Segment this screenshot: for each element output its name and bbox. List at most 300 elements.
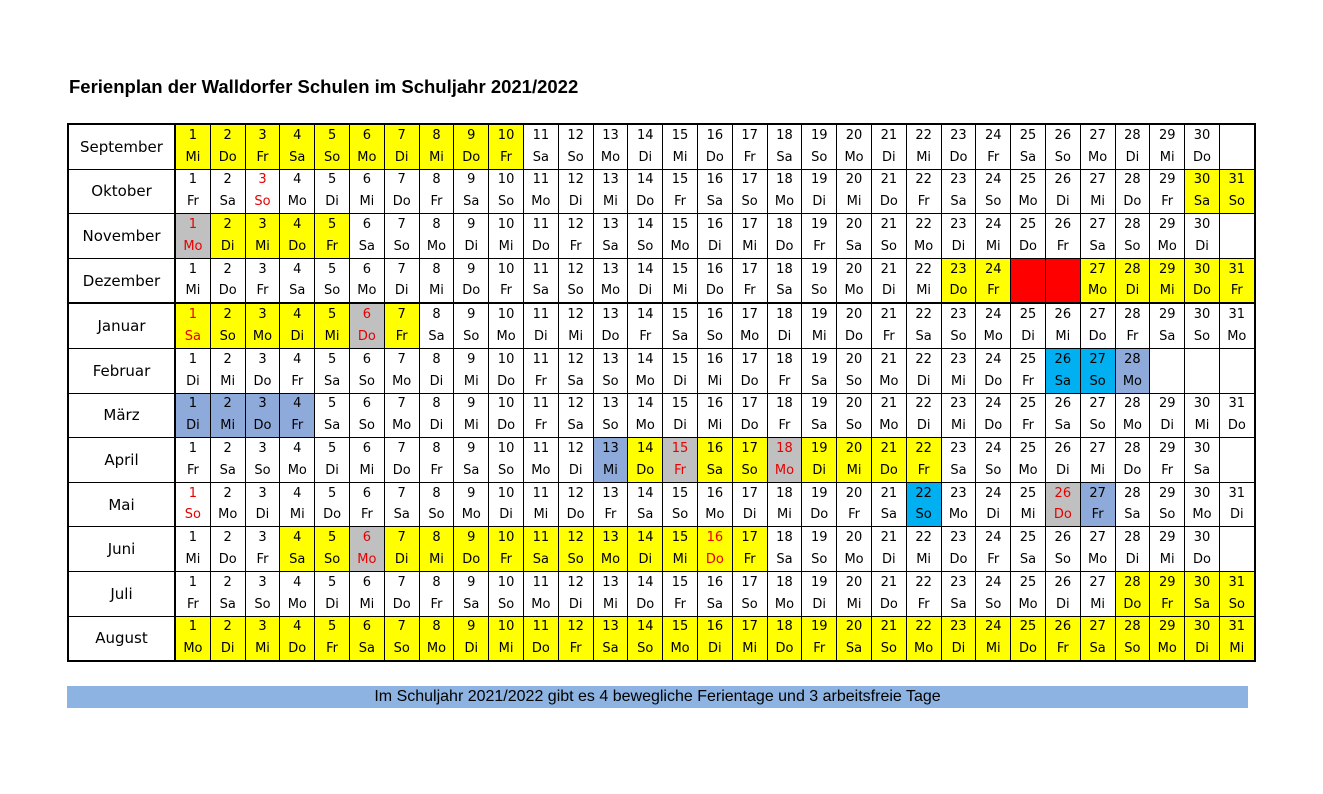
weekday-row-10	[68, 594, 1255, 616]
weekday-cell: Di	[175, 371, 210, 393]
weekday-cell: Di	[1011, 326, 1046, 348]
day-number-cell: 9	[454, 124, 489, 147]
day-number-cell: 9	[454, 169, 489, 191]
weekday-cell: Di	[1045, 460, 1080, 482]
month-label: Januar	[68, 303, 175, 348]
day-number-cell: 10	[489, 393, 524, 415]
weekday-cell: Sa	[941, 460, 976, 482]
day-number-cell: 16	[697, 258, 732, 280]
weekday-cell: Do	[837, 326, 872, 348]
weekday-cell: Do	[489, 371, 524, 393]
weekday-cell: Fr	[280, 371, 315, 393]
weekday-cell: Do	[280, 236, 315, 258]
day-number-cell: 21	[871, 348, 906, 370]
day-number-cell: 10	[489, 214, 524, 236]
weekday-cell: Sa	[210, 460, 245, 482]
day-number-cell: 31	[1219, 616, 1254, 638]
weekday-cell: Mo	[837, 549, 872, 571]
weekday-cell: Sa	[663, 326, 698, 348]
weekday-cell: So	[175, 505, 210, 527]
day-number-cell: 24	[976, 482, 1011, 504]
weekday-cell: Mi	[419, 147, 454, 169]
day-number-cell: 18	[767, 169, 802, 191]
day-number-cell: 16	[697, 438, 732, 460]
day-number-cell: 15	[663, 169, 698, 191]
day-number-cell: 29	[1150, 124, 1185, 147]
day-number-cell: 16	[697, 124, 732, 147]
day-number-cell: 26	[1045, 616, 1080, 638]
weekday-cell: Mo	[349, 147, 384, 169]
day-number-cell: 30	[1185, 393, 1220, 415]
day-number-cell: 15	[663, 214, 698, 236]
weekday-cell: Mi	[976, 638, 1011, 661]
weekday-cell: Sa	[454, 460, 489, 482]
day-number-cell: 4	[280, 169, 315, 191]
day-number-cell: 21	[871, 124, 906, 147]
weekday-cell: Sa	[419, 326, 454, 348]
day-number-cell: 11	[523, 258, 558, 280]
day-number-cell: 28	[1115, 482, 1150, 504]
weekday-cell: Sa	[523, 281, 558, 304]
weekday-cell: Sa	[802, 415, 837, 437]
weekday-cell: Sa	[454, 594, 489, 616]
weekday-cell: Mi	[1080, 460, 1115, 482]
weekday-cell: Di	[315, 594, 350, 616]
weekday-cell: Di	[1150, 415, 1185, 437]
day-number-cell: 21	[871, 482, 906, 504]
day-number-cell: 14	[628, 438, 663, 460]
day-number-cell: 25	[1011, 616, 1046, 638]
calendar-body	[68, 124, 1255, 661]
weekday-cell: Sa	[1080, 638, 1115, 661]
weekday-cell: So	[419, 505, 454, 527]
day-number-cell: 24	[976, 258, 1011, 280]
day-number-cell: 31	[1219, 258, 1254, 280]
weekday-cell: Mo	[1011, 460, 1046, 482]
day-number-cell: 12	[558, 214, 593, 236]
day-number-cell: 28	[1115, 527, 1150, 549]
weekday-cell	[1011, 281, 1046, 304]
weekday-cell: Mi	[175, 281, 210, 304]
weekday-cell: Mo	[767, 594, 802, 616]
weekday-cell: Mi	[175, 549, 210, 571]
day-number-cell: 11	[523, 482, 558, 504]
day-number-cell: 5	[315, 124, 350, 147]
weekday-cell: Do	[1115, 594, 1150, 616]
day-number-cell: 22	[906, 169, 941, 191]
day-number-cell: 5	[315, 214, 350, 236]
day-number-cell: 31	[1219, 571, 1254, 593]
weekday-cell: Sa	[384, 505, 419, 527]
weekday-cell: Di	[280, 326, 315, 348]
weekday-cell: Fr	[1080, 505, 1115, 527]
weekday-cell: Fr	[1150, 191, 1185, 213]
day-number-cell: 21	[871, 527, 906, 549]
day-number-cell: 14	[628, 616, 663, 638]
day-number-cell: 4	[280, 258, 315, 280]
day-number-cell: 9	[454, 303, 489, 326]
weekday-cell: Mo	[1080, 147, 1115, 169]
weekday-cell: Do	[1045, 505, 1080, 527]
weekday-cell: Mo	[175, 236, 210, 258]
day-number-cell: 28	[1115, 258, 1150, 280]
day-number-cell: 20	[837, 393, 872, 415]
day-number-cell: 7	[384, 124, 419, 147]
day-number-cell: 22	[906, 616, 941, 638]
weekday-cell: Di	[802, 460, 837, 482]
day-number-cell: 2	[210, 527, 245, 549]
day-number-cell: 19	[802, 214, 837, 236]
weekday-cell: So	[593, 371, 628, 393]
weekday-cell: So	[837, 415, 872, 437]
day-number-cell: 15	[663, 124, 698, 147]
day-number-cell: 16	[697, 169, 732, 191]
day-number-cell: 19	[802, 571, 837, 593]
weekday-cell: Mi	[732, 236, 767, 258]
day-number-cell: 30	[1185, 258, 1220, 280]
empty-cell	[1219, 348, 1254, 370]
weekday-cell: Do	[941, 281, 976, 304]
weekday-cell: So	[663, 505, 698, 527]
weekday-cell: Mo	[280, 191, 315, 213]
weekday-cell: Mi	[976, 236, 1011, 258]
day-number-cell: 17	[732, 527, 767, 549]
day-number-cell: 26	[1045, 527, 1080, 549]
day-number-cell: 14	[628, 214, 663, 236]
weekday-cell: Sa	[210, 594, 245, 616]
weekday-cell: Mo	[837, 147, 872, 169]
day-number-cell: 23	[941, 303, 976, 326]
day-number-cell: 30	[1185, 482, 1220, 504]
day-number-cell: 5	[315, 482, 350, 504]
weekday-cell: Fr	[1150, 460, 1185, 482]
day-number-cell: 28	[1115, 124, 1150, 147]
day-number-cell: 14	[628, 169, 663, 191]
weekday-cell: Sa	[802, 371, 837, 393]
day-number-cell: 6	[349, 124, 384, 147]
weekday-cell: Mi	[419, 281, 454, 304]
weekday-cell: So	[454, 326, 489, 348]
day-number-cell: 14	[628, 393, 663, 415]
day-number-cell: 18	[767, 527, 802, 549]
day-number-cell: 27	[1080, 169, 1115, 191]
day-number-cell: 4	[280, 124, 315, 147]
weekday-cell: Fr	[767, 371, 802, 393]
weekday-cell: Mi	[523, 505, 558, 527]
weekday-cell: Fr	[1219, 281, 1254, 304]
weekday-cell: Mi	[489, 236, 524, 258]
day-number-cell: 29	[1150, 438, 1185, 460]
day-number-cell: 25	[1011, 393, 1046, 415]
weekday-cell: Di	[767, 326, 802, 348]
day-number-cell: 24	[976, 169, 1011, 191]
weekday-cell: Mi	[906, 147, 941, 169]
day-number-cell: 11	[523, 438, 558, 460]
day-number-cell: 17	[732, 393, 767, 415]
day-number-cell: 21	[871, 258, 906, 280]
weekday-row-0	[68, 147, 1255, 169]
day-number-cell: 5	[315, 527, 350, 549]
day-number-cell: 22	[906, 303, 941, 326]
day-number-cell: 19	[802, 348, 837, 370]
weekday-cell: Mo	[1219, 326, 1254, 348]
weekday-cell: Di	[489, 505, 524, 527]
weekday-cell: Fr	[558, 638, 593, 661]
day-number-cell: 4	[280, 527, 315, 549]
day-number-cell: 11	[523, 303, 558, 326]
day-number-cell: 23	[941, 616, 976, 638]
day-number-cell: 15	[663, 393, 698, 415]
day-number-cell: 26	[1045, 482, 1080, 504]
weekday-cell: Fr	[802, 236, 837, 258]
weekday-cell: So	[697, 326, 732, 348]
weekday-row-8	[68, 505, 1255, 527]
weekday-cell: Sa	[315, 371, 350, 393]
weekday-cell: Fr	[489, 549, 524, 571]
weekday-cell: So	[628, 236, 663, 258]
weekday-cell: Di	[315, 191, 350, 213]
day-number-cell: 8	[419, 571, 454, 593]
weekday-cell: Sa	[523, 549, 558, 571]
day-number-cell: 2	[210, 616, 245, 638]
weekday-cell: Do	[384, 460, 419, 482]
weekday-cell: Sa	[523, 147, 558, 169]
weekday-cell: Mo	[210, 505, 245, 527]
weekday-cell: Fr	[837, 505, 872, 527]
day-number-cell: 16	[697, 482, 732, 504]
day-number-cell: 17	[732, 303, 767, 326]
day-number-cell: 6	[349, 571, 384, 593]
weekday-cell: Di	[1115, 281, 1150, 304]
month-label: April	[68, 438, 175, 483]
day-number-cell: 23	[941, 348, 976, 370]
weekday-row-11	[68, 638, 1255, 661]
weekday-cell: So	[837, 371, 872, 393]
weekday-cell: Mi	[419, 549, 454, 571]
day-number-cell: 23	[941, 258, 976, 280]
day-number-cell: 16	[697, 303, 732, 326]
weekday-cell: Mo	[1115, 415, 1150, 437]
day-number-cell: 11	[523, 527, 558, 549]
weekday-cell: Mi	[210, 371, 245, 393]
weekday-cell: Sa	[1011, 147, 1046, 169]
weekday-cell: Do	[697, 147, 732, 169]
day-number-cell: 8	[419, 393, 454, 415]
empty-cell	[1219, 527, 1254, 549]
weekday-cell: Di	[384, 281, 419, 304]
weekday-cell: So	[1045, 549, 1080, 571]
day-number-cell: 15	[663, 616, 698, 638]
day-number-cell: 8	[419, 258, 454, 280]
weekday-cell: Di	[697, 638, 732, 661]
weekday-cell: Sa	[628, 505, 663, 527]
weekday-cell: Mi	[245, 638, 280, 661]
day-number-cell: 1	[175, 482, 210, 504]
day-number-cell: 19	[802, 616, 837, 638]
day-number-cell: 19	[802, 303, 837, 326]
day-number-cell: 9	[454, 348, 489, 370]
weekday-cell: Sa	[1185, 594, 1220, 616]
weekday-cell: Mo	[906, 638, 941, 661]
day-number-cell: 17	[732, 124, 767, 147]
weekday-cell: Fr	[732, 281, 767, 304]
weekday-cell: Di	[558, 594, 593, 616]
month-row-3	[68, 258, 1255, 280]
day-number-cell: 25	[1011, 348, 1046, 370]
weekday-cell: Sa	[697, 191, 732, 213]
weekday-cell: Do	[941, 147, 976, 169]
day-number-cell: 23	[941, 438, 976, 460]
weekday-cell: Di	[941, 638, 976, 661]
weekday-cell: Di	[802, 594, 837, 616]
day-number-cell: 10	[489, 124, 524, 147]
empty-cell	[1219, 460, 1254, 482]
weekday-cell: Di	[419, 371, 454, 393]
day-number-cell: 8	[419, 348, 454, 370]
weekday-cell: So	[802, 549, 837, 571]
day-number-cell: 6	[349, 438, 384, 460]
day-number-cell: 16	[697, 214, 732, 236]
day-number-cell: 12	[558, 348, 593, 370]
weekday-cell: Sa	[558, 371, 593, 393]
weekday-cell: Di	[1185, 638, 1220, 661]
day-number-cell: 17	[732, 616, 767, 638]
weekday-cell: Di	[210, 236, 245, 258]
weekday-cell: Sa	[767, 281, 802, 304]
weekday-cell: Mo	[1080, 549, 1115, 571]
weekday-cell: Mi	[663, 281, 698, 304]
weekday-cell: Sa	[1115, 505, 1150, 527]
day-number-cell: 7	[384, 214, 419, 236]
day-number-cell: 7	[384, 438, 419, 460]
day-number-cell: 28	[1115, 438, 1150, 460]
weekday-cell: Mo	[976, 326, 1011, 348]
weekday-cell: Fr	[245, 147, 280, 169]
day-number-cell: 14	[628, 571, 663, 593]
month-label: Dezember	[68, 258, 175, 303]
day-number-cell: 1	[175, 571, 210, 593]
weekday-cell: Do	[454, 281, 489, 304]
weekday-cell: Di	[454, 236, 489, 258]
weekday-cell: Do	[280, 638, 315, 661]
day-number-cell: 3	[245, 393, 280, 415]
day-number-cell: 13	[593, 571, 628, 593]
day-number-cell: 30	[1185, 124, 1220, 147]
weekday-cell: Di	[1045, 594, 1080, 616]
weekday-cell: So	[1150, 505, 1185, 527]
weekday-cell: Mo	[593, 281, 628, 304]
weekday-cell: Mi	[767, 505, 802, 527]
day-number-cell: 7	[384, 393, 419, 415]
weekday-cell: Sa	[349, 638, 384, 661]
weekday-cell: Di	[315, 460, 350, 482]
day-number-cell: 21	[871, 393, 906, 415]
weekday-cell: So	[245, 460, 280, 482]
day-number-cell: 13	[593, 214, 628, 236]
weekday-cell: Fr	[628, 326, 663, 348]
weekday-cell: Do	[802, 505, 837, 527]
day-number-cell: 22	[906, 214, 941, 236]
weekday-cell: Di	[663, 371, 698, 393]
day-number-cell: 21	[871, 214, 906, 236]
day-number-cell: 1	[175, 169, 210, 191]
weekday-cell: So	[384, 236, 419, 258]
weekday-cell: Di	[628, 281, 663, 304]
weekday-cell: Sa	[1185, 460, 1220, 482]
weekday-cell: Sa	[767, 549, 802, 571]
weekday-cell: Fr	[245, 281, 280, 304]
day-number-cell: 23	[941, 527, 976, 549]
weekday-cell: Fr	[767, 415, 802, 437]
day-number-cell: 2	[210, 303, 245, 326]
day-number-cell: 10	[489, 258, 524, 280]
day-number-cell: 6	[349, 527, 384, 549]
weekday-cell: Fr	[558, 236, 593, 258]
day-number-cell: 12	[558, 482, 593, 504]
weekday-cell: Mo	[454, 505, 489, 527]
weekday-cell: Do	[315, 505, 350, 527]
month-label: Februar	[68, 348, 175, 393]
day-number-cell: 12	[558, 438, 593, 460]
day-number-cell: 22	[906, 124, 941, 147]
day-number-cell: 17	[732, 214, 767, 236]
weekday-cell: Mo	[593, 147, 628, 169]
day-number-cell: 19	[802, 258, 837, 280]
weekday-cell: Mi	[558, 326, 593, 348]
weekday-cell: So	[315, 281, 350, 304]
month-label: Mai	[68, 482, 175, 527]
weekday-cell: Do	[697, 549, 732, 571]
weekday-cell: Do	[697, 281, 732, 304]
day-number-cell: 30	[1185, 214, 1220, 236]
day-number-cell: 25	[1011, 124, 1046, 147]
weekday-cell: Di	[906, 371, 941, 393]
weekday-cell: Di	[871, 281, 906, 304]
day-number-cell: 16	[697, 571, 732, 593]
day-number-cell: 21	[871, 303, 906, 326]
weekday-cell: Mo	[280, 594, 315, 616]
day-number-cell: 10	[489, 303, 524, 326]
day-number-cell: 15	[663, 303, 698, 326]
weekday-cell: Mo	[837, 281, 872, 304]
weekday-cell: Do	[1219, 415, 1254, 437]
empty-cell	[1185, 348, 1220, 370]
day-number-cell: 1	[175, 124, 210, 147]
weekday-cell: Mo	[419, 638, 454, 661]
day-number-cell: 2	[210, 393, 245, 415]
weekday-cell: Mo	[871, 415, 906, 437]
weekday-cell: So	[732, 594, 767, 616]
day-number-cell: 15	[663, 438, 698, 460]
weekday-cell: Di	[175, 415, 210, 437]
day-number-cell: 5	[315, 393, 350, 415]
day-number-cell: 20	[837, 303, 872, 326]
day-number-cell: 26	[1045, 303, 1080, 326]
weekday-cell: Do	[732, 415, 767, 437]
day-number-cell: 26	[1045, 214, 1080, 236]
day-number-cell: 3	[245, 169, 280, 191]
day-number-cell: 29	[1150, 482, 1185, 504]
day-number-cell: 28	[1115, 571, 1150, 593]
weekday-cell: Mo	[523, 460, 558, 482]
day-number-cell: 10	[489, 169, 524, 191]
day-number-cell: 23	[941, 571, 976, 593]
weekday-cell: Fr	[663, 594, 698, 616]
day-number-cell: 18	[767, 393, 802, 415]
weekday-cell: Di	[523, 326, 558, 348]
day-number-cell: 9	[454, 482, 489, 504]
weekday-cell: Sa	[593, 236, 628, 258]
